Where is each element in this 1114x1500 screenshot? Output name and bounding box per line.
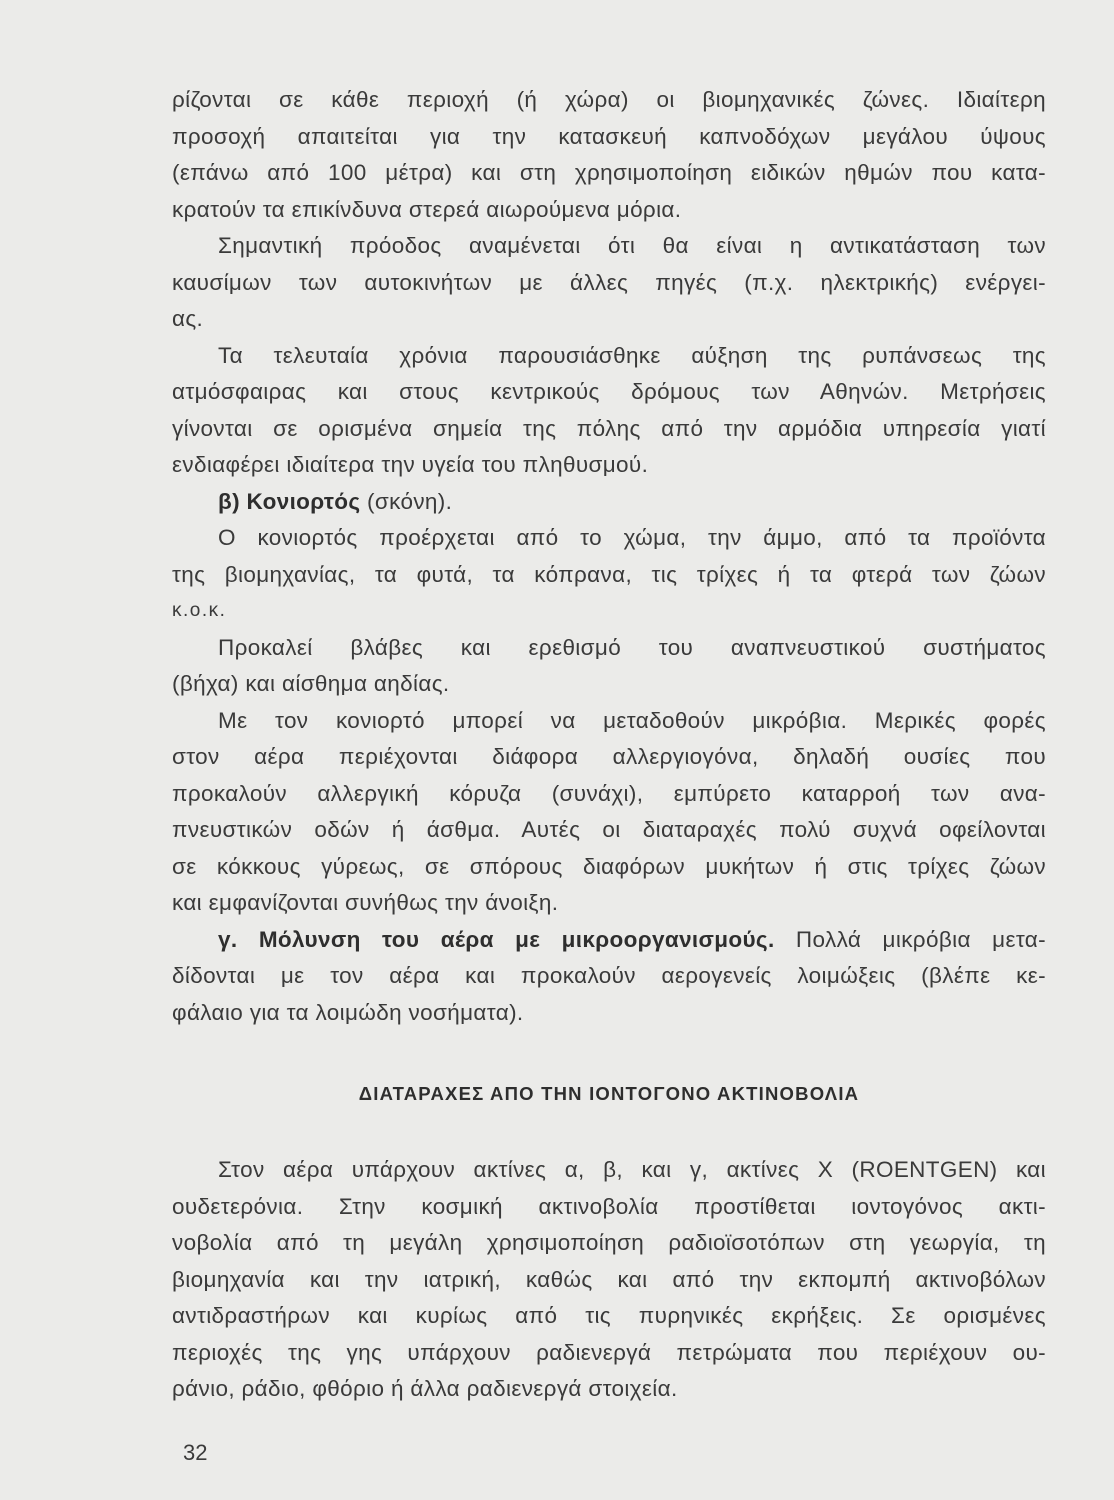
text-line: Τα τελευταία χρόνια παρουσιάσθηκε αύξηση της ρυπάνσεως της	[218, 342, 1046, 368]
subheading-line	[172, 922, 1046, 959]
text-line: (βήχα) και αίσθημα αηδίας.	[172, 671, 450, 696]
text-line: γίνονται σε ορισμένα σημεία της πόλης από την αρμόδια υπηρεσία γιατί	[172, 415, 1046, 441]
text-line: κρατούν τα επικίνδυνα στερεά αιωρούμενα μόρια.	[172, 196, 682, 222]
text-line: ρίζονται σε κάθε περιοχή (ή χώρα) οι βιομηχανικές ζώνες. Ιδιαίτερη	[172, 87, 1046, 112]
text-line: αντιδραστήρων και κυρίως από τις πυρηνικές εκρήξεις. Σε ορισμένες	[172, 1303, 1046, 1328]
text-line: στον αέρα περιέχονται διάφορα αλλεργιογόνα, δηλαδή ουσίες που	[172, 744, 1046, 769]
text-line: ουδετερόνια. Στην κοσμική ακτινοβολία προστίθεται ιοντογόνος ακτι-	[172, 1193, 1046, 1219]
section-text	[172, 1152, 1046, 1408]
subheading-c: γ. Μόλυνση του αέρα με μικροοργανισμούς.	[218, 926, 775, 952]
text-line: και εμφανίζονται συνήθως την άνοιξη.	[172, 890, 559, 915]
text-line: δίδονται με τον αέρα και προκαλούν αερογενείς λοιμώξεις (βλέπε κε-	[172, 963, 1046, 988]
text-line: Με τον κονιορτό μπορεί να μεταδοθούν μικρόβια. Μερικές φορές	[218, 707, 1046, 733]
text-line: Ο κονιορτός προέρχεται από το χώμα, την άμμο, από τα προϊόντα	[218, 525, 1046, 550]
text-line: Προκαλεί βλάβες και ερεθισμό του αναπνευστικού συστήματος	[218, 634, 1046, 660]
main-text	[172, 82, 1046, 1031]
section-heading: ΔΙΑΤΑΡΑΧΕΣ ΑΠΟ ΤΗΝ ΙΟΝΤΟΓΟΝΟ ΑΚΤΙΝΟΒΟΛΙΑ	[358, 1083, 860, 1104]
text-line: ράνιο, ράδιο, φθόριο ή άλλα ραδιενεργά στοιχεία.	[172, 1376, 678, 1401]
text-line: (επάνω από 100 μέτρα) και στη χρησιμοποίηση ειδικών ηθμών που κατα-	[172, 160, 1046, 185]
text-line: ατμόσφαιρας και στους κεντρικούς δρόμους των Αθηνών. Μετρήσεις	[172, 379, 1046, 404]
page-number: 32	[183, 1440, 208, 1465]
text-line: προκαλούν αλλεργική κόρυζα (συνάχι), εμπύρετο καταρροή των ανα-	[172, 780, 1046, 806]
text-line: Σημαντική πρόοδος αναμένεται ότι θα είναι η αντικατάσταση των	[218, 233, 1046, 258]
text-line: προσοχή απαιτείται για την κατασκευή καπνοδόχων μεγάλου ύψους	[172, 123, 1046, 149]
text-line: κ.ο.κ.	[172, 600, 227, 621]
text-line: της βιομηχανίας, τα φυτά, τα κόπρανα, τις τρίχες ή τα φτερά των ζώων	[172, 561, 1046, 587]
subheading-b: β) Κονιορτός	[218, 488, 361, 514]
subheading-c-text: Πολλά μικρόβια μετα-	[774, 926, 1046, 952]
text-line: βιομηχανία και την ιατρική, καθώς και από την εκπομπή ακτινοβόλων	[172, 1266, 1046, 1292]
text-line: περιοχές της γης υπάρχουν ραδιενεργά πετρώματα που περιέχουν ου-	[172, 1339, 1046, 1365]
text-line: πνευστικών οδών ή άσθμα. Αυτές οι διαταραχές πολύ συχνά οφείλονται	[172, 817, 1046, 842]
subheading-b-note: (σκόνη).	[360, 488, 453, 514]
text-line: σε κόκκους γύρεως, σε σπόρους διαφόρων μυκήτων ή στις τρίχες ζώων	[172, 853, 1046, 879]
subheading-line	[172, 484, 1046, 521]
text-line: ας.	[172, 306, 204, 331]
text-line: φάλαιο για τα λοιμώδη νοσήματα).	[172, 999, 524, 1025]
text-line: Στον αέρα υπάρχουν ακτίνες α, β, και γ, ακτίνες Χ (ROENTGEN) και	[218, 1157, 1046, 1182]
text-line: ενδιαφέρει ιδιαίτερα την υγεία του πληθυσμού.	[172, 452, 649, 477]
text-line: νοβολία από τη μεγάλη χρησιμοποίηση ραδιοϊσοτόπων στη γεωργία, τη	[172, 1230, 1046, 1255]
text-line: καυσίμων των αυτοκινήτων με άλλες πηγές (π.χ. ηλεκτρικής) ενέργει-	[172, 269, 1046, 295]
